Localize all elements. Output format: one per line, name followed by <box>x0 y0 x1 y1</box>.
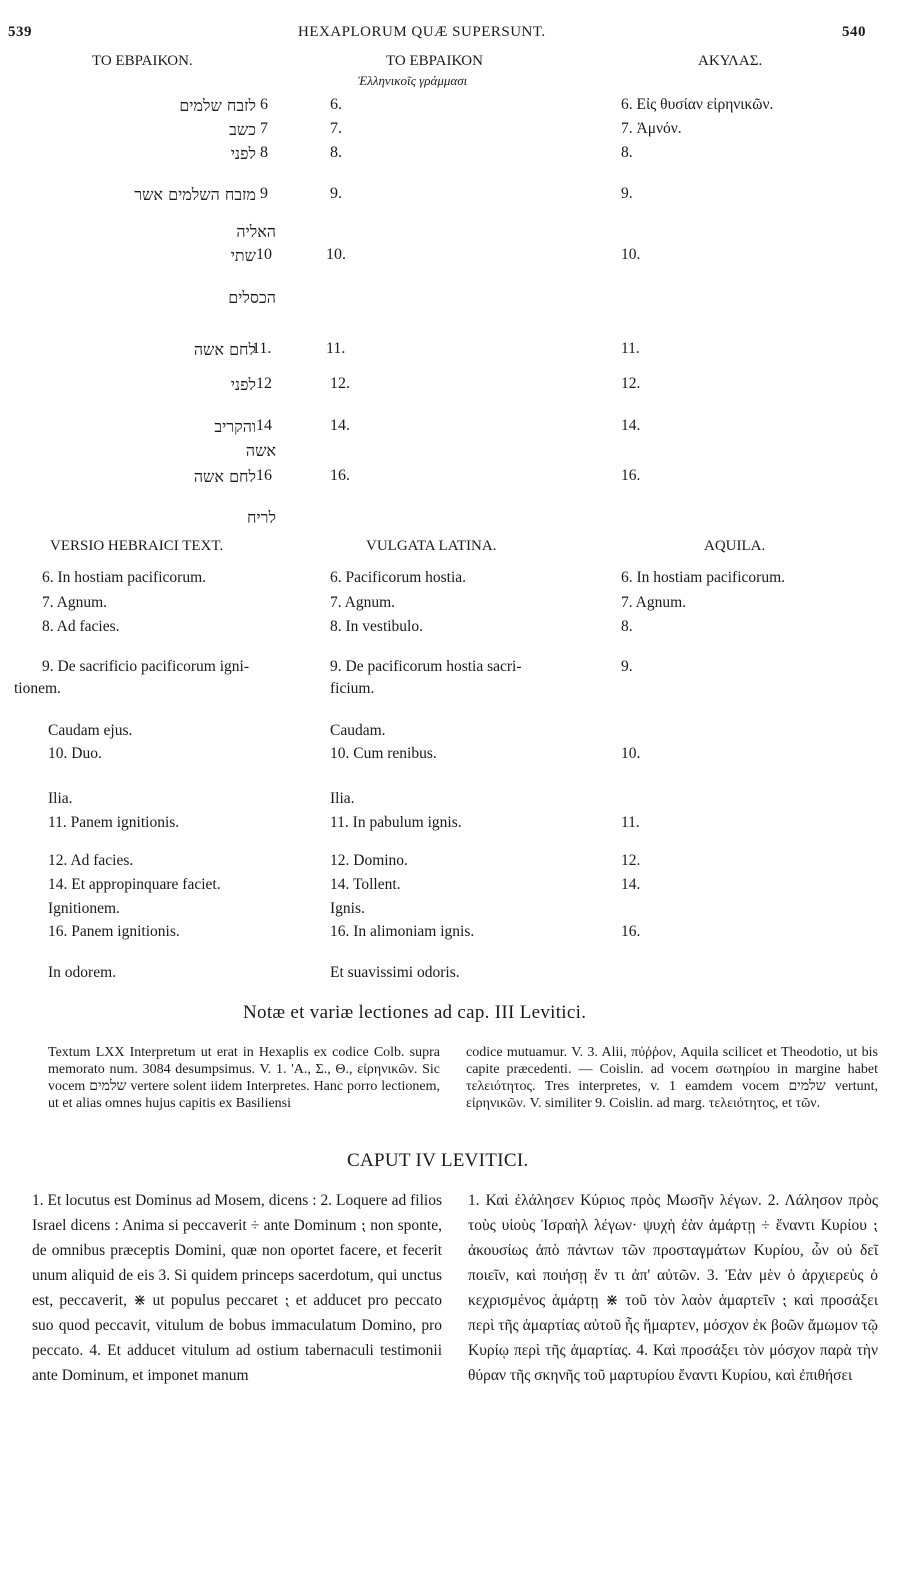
aquila-cell: 16. <box>621 467 641 484</box>
table-cell: 8. In vestibulo. <box>330 618 423 635</box>
verse-number: 14. <box>330 417 350 434</box>
aquila-cell: 11. <box>621 340 640 357</box>
table-cell: 12. Ad facies. <box>48 852 134 869</box>
table-cell: 6. Pacificorum hostia. <box>330 569 467 586</box>
column-heading-aquila-latin: AQUILA. <box>704 538 766 554</box>
column-heading-versio-hebraici: VERSIO HEBRAICI TEXT. <box>50 538 224 554</box>
table-cell: Ilia. <box>48 790 73 807</box>
hebrew-cell: לחם אשה <box>193 467 256 486</box>
hebrew-verse-number: 7 <box>260 120 268 137</box>
column-subheading: Ἑλληνικοῖς γράμμασι <box>358 73 468 88</box>
hebrew-cell: האליה <box>236 222 276 241</box>
table-cell: 10. Duo. <box>48 745 102 762</box>
table-cell: In odorem. <box>48 964 117 981</box>
table-cell: 12. Domino. <box>330 852 408 869</box>
table-cell: 11. In pabulum ignis. <box>330 814 462 831</box>
aquila-cell: 9. <box>621 185 633 202</box>
table-cell: 9. <box>621 658 633 675</box>
notes-left-column: Textum LXX Interpretum ut erat in Hexaplis ex codice Colb. supra memorato num. 3084 desumpsimus. V. 1. 'Α., Σ., Θ., εἰρηνικῶν. Sic vocem שלמים vertere solent iidem Interpretes. Hanc porro lectionem, ut et alias omnes hujus capitis ex Basiliensi <box>48 1045 440 1111</box>
column-heading-hebrew: ΤΟ ΕΒΡΑΙΚΟΝ. <box>92 53 193 69</box>
hebrew-cell: כשב <box>229 120 256 139</box>
table-cell: 9. De sacrificio pacificorum igni- <box>42 658 250 675</box>
verse-number: 7. <box>330 120 342 137</box>
aquila-cell: 12. <box>621 375 641 392</box>
hebrew-cell: הכסלים <box>228 288 276 307</box>
table-cell: 14. Tollent. <box>330 876 401 893</box>
aquila-cell: 14. <box>621 417 641 434</box>
table-cell: 16. In alimoniam ignis. <box>330 923 475 940</box>
hebrew-cell: לזבח שלמים <box>179 96 256 115</box>
chapter-latin-text: 1. Et locutus est Dominus ad Mosem, dicens : 2. Loquere ad filios Israel dicens : Anima si peccaverit ÷ ante Dominum ⁏ non sponte, de omnibus præceptis Domini, quæ non oportet facere, et fecerit unum aliquid de eis 3. Si quidem princeps sacerdotum, qui unctus est, peccaverit, ⋇ ut populus peccaret ⁏ et adducet pro peccato suo quod peccavit, vitulum de bobus immaculatum Domino, pro peccato. 4. Et adducet vitulum ad ostium tabernaculi testimonii ante Dominum, et imponet manum <box>32 1192 442 1384</box>
verse-number: 10. <box>326 246 346 263</box>
hebrew-cell: שתי <box>230 246 256 265</box>
hebrew-verse-number: 6 <box>260 96 268 113</box>
table-cell: tionem. <box>14 680 61 697</box>
table-cell: 14. <box>621 876 641 893</box>
table-cell: Caudam ejus. <box>48 722 133 739</box>
hebrew-cell: לחם אשה <box>193 340 256 359</box>
hebrew-verse-number: 16 <box>256 467 272 484</box>
verse-number: 9. <box>330 185 342 202</box>
hebrew-cell: לריח <box>246 508 276 527</box>
column-heading-aquila: ΑΚΥΛΑΣ. <box>698 53 763 69</box>
table-cell: 8. Ad facies. <box>42 618 120 635</box>
table-cell: 10. <box>621 745 641 762</box>
page-number-right: 540 <box>842 24 866 40</box>
table-cell: 8. <box>621 618 633 635</box>
table-cell: Ilia. <box>330 790 355 807</box>
table-cell: Ignis. <box>330 900 365 917</box>
column-heading-vulgata: VULGATA LATINA. <box>366 538 497 554</box>
verse-number: 11. <box>326 340 346 357</box>
table-cell: 7. Agnum. <box>42 594 108 611</box>
table-cell: 6. In hostiam pacificorum. <box>621 569 785 586</box>
hebrew-cell: לפני <box>230 375 256 394</box>
table-cell: 9. De pacificorum hostia sacri- <box>330 658 522 675</box>
verse-number: 8. <box>330 144 342 161</box>
aquila-cell: 10. <box>621 246 641 263</box>
chapter-title: CAPUT IV LEVITICI. <box>347 1150 529 1171</box>
table-cell: 14. Et appropinquare faciet. <box>48 876 221 893</box>
hebrew-verse-number: 10 <box>256 246 272 263</box>
verse-number: 6. <box>330 96 342 113</box>
table-cell: 7. Agnum. <box>621 594 687 611</box>
table-cell: 12. <box>621 852 641 869</box>
verse-number: 12. <box>330 375 350 392</box>
table-cell: 16. Panem ignitionis. <box>48 923 180 940</box>
table-cell: 7. Agnum. <box>330 594 396 611</box>
hebrew-cell: מזבח השלמים אשר <box>134 185 256 204</box>
table-cell: 11. Panem ignitionis. <box>48 814 180 831</box>
running-title: HEXAPLORUM QUÆ SUPERSUNT. <box>298 24 546 40</box>
page-number-left: 539 <box>8 24 32 40</box>
column-heading-hebrew-greek: ΤΟ ΕΒΡΑΙΚΟΝ <box>386 53 483 69</box>
hebrew-verse-number: 9 <box>260 185 268 202</box>
table-cell: Et suavissimi odoris. <box>330 964 460 981</box>
hebrew-verse-number: 14 <box>256 417 272 434</box>
hebrew-verse-number: 12 <box>256 375 272 392</box>
notes-right-column: codice mutuamur. V. 3. Alii, πύῤῥον, Aquila scilicet et Theodotio, ut bis capite præcedenti. — Coislin. ad vocem σωτηρίου in margine habet τελειότητος. Tres interpretes, v. 1 eamdem vocem שלמים vertunt, εἰρηνικῶν. V. similiter 9. Coislin. ad marg. τελειότητος, et τῶν. <box>466 1045 878 1111</box>
chapter-greek-text: 1. Καὶ ἐλάλησεν Κύριος πρὸς Μωσῆν λέγων. 2. Λάλησον πρὸς τοὺς υἱοὺς Ἰσραὴλ λέγων· ψυχὴ ἐὰν ἁμάρτῃ ÷ ἔναντι Κυρίου ⁏ ἀκουσίως ἀπὸ πάντων τῶν προσταγμάτων Κυρίου, ὧν οὐ δεῖ ποιεῖν, καὶ ποιήσῃ ἕν τι ἀπ' αὐτῶν. 3. Ἐὰν μὲν ὁ ἀρχιερεὺς ὁ κεχρισμένος ἁμάρτῃ ⋇ τοῦ τὸν λαὸν ἁμαρτεῖν ⁏ καὶ προσάξει περὶ τῆς ἁμαρτίας αὐτοῦ ἧς ἥμαρτεν, μόσχον ἐκ βοῶν ἄμωμον τῷ Κυρίῳ περὶ τῆς ἁμαρτίας. 4. Καὶ προσάξει τὸν μόσχον παρὰ τὴν θύραν τῆς σκηνῆς τοῦ μαρτυρίου ἔναντι Κυρίου, καὶ ἐπιθήσει <box>468 1192 878 1384</box>
table-cell: 16. <box>621 923 641 940</box>
hebrew-cell: והקריב <box>214 417 256 436</box>
table-cell: Ignitionem. <box>48 900 120 917</box>
table-cell: Caudam. <box>330 722 386 739</box>
aquila-cell: 8. <box>621 144 633 161</box>
hebrew-cell: לפני <box>230 144 256 163</box>
hebrew-verse-number: 8 <box>260 144 268 161</box>
table-cell: 10. Cum renibus. <box>330 745 437 762</box>
table-cell: 11. <box>621 814 640 831</box>
hebrew-verse-number: 11. <box>252 340 272 357</box>
hebrew-cell: אשה <box>245 441 276 460</box>
aquila-cell: 6. Εἰς θυσίαν εἰρηνικῶν. <box>621 96 774 113</box>
table-cell: ficium. <box>330 680 375 697</box>
notes-title: Notæ et variæ lectiones ad cap. III Levitici. <box>243 1002 587 1023</box>
table-cell: 6. In hostiam pacificorum. <box>42 569 206 586</box>
aquila-cell: 7. Ἀμνόν. <box>621 120 682 137</box>
verse-number: 16. <box>330 467 350 484</box>
